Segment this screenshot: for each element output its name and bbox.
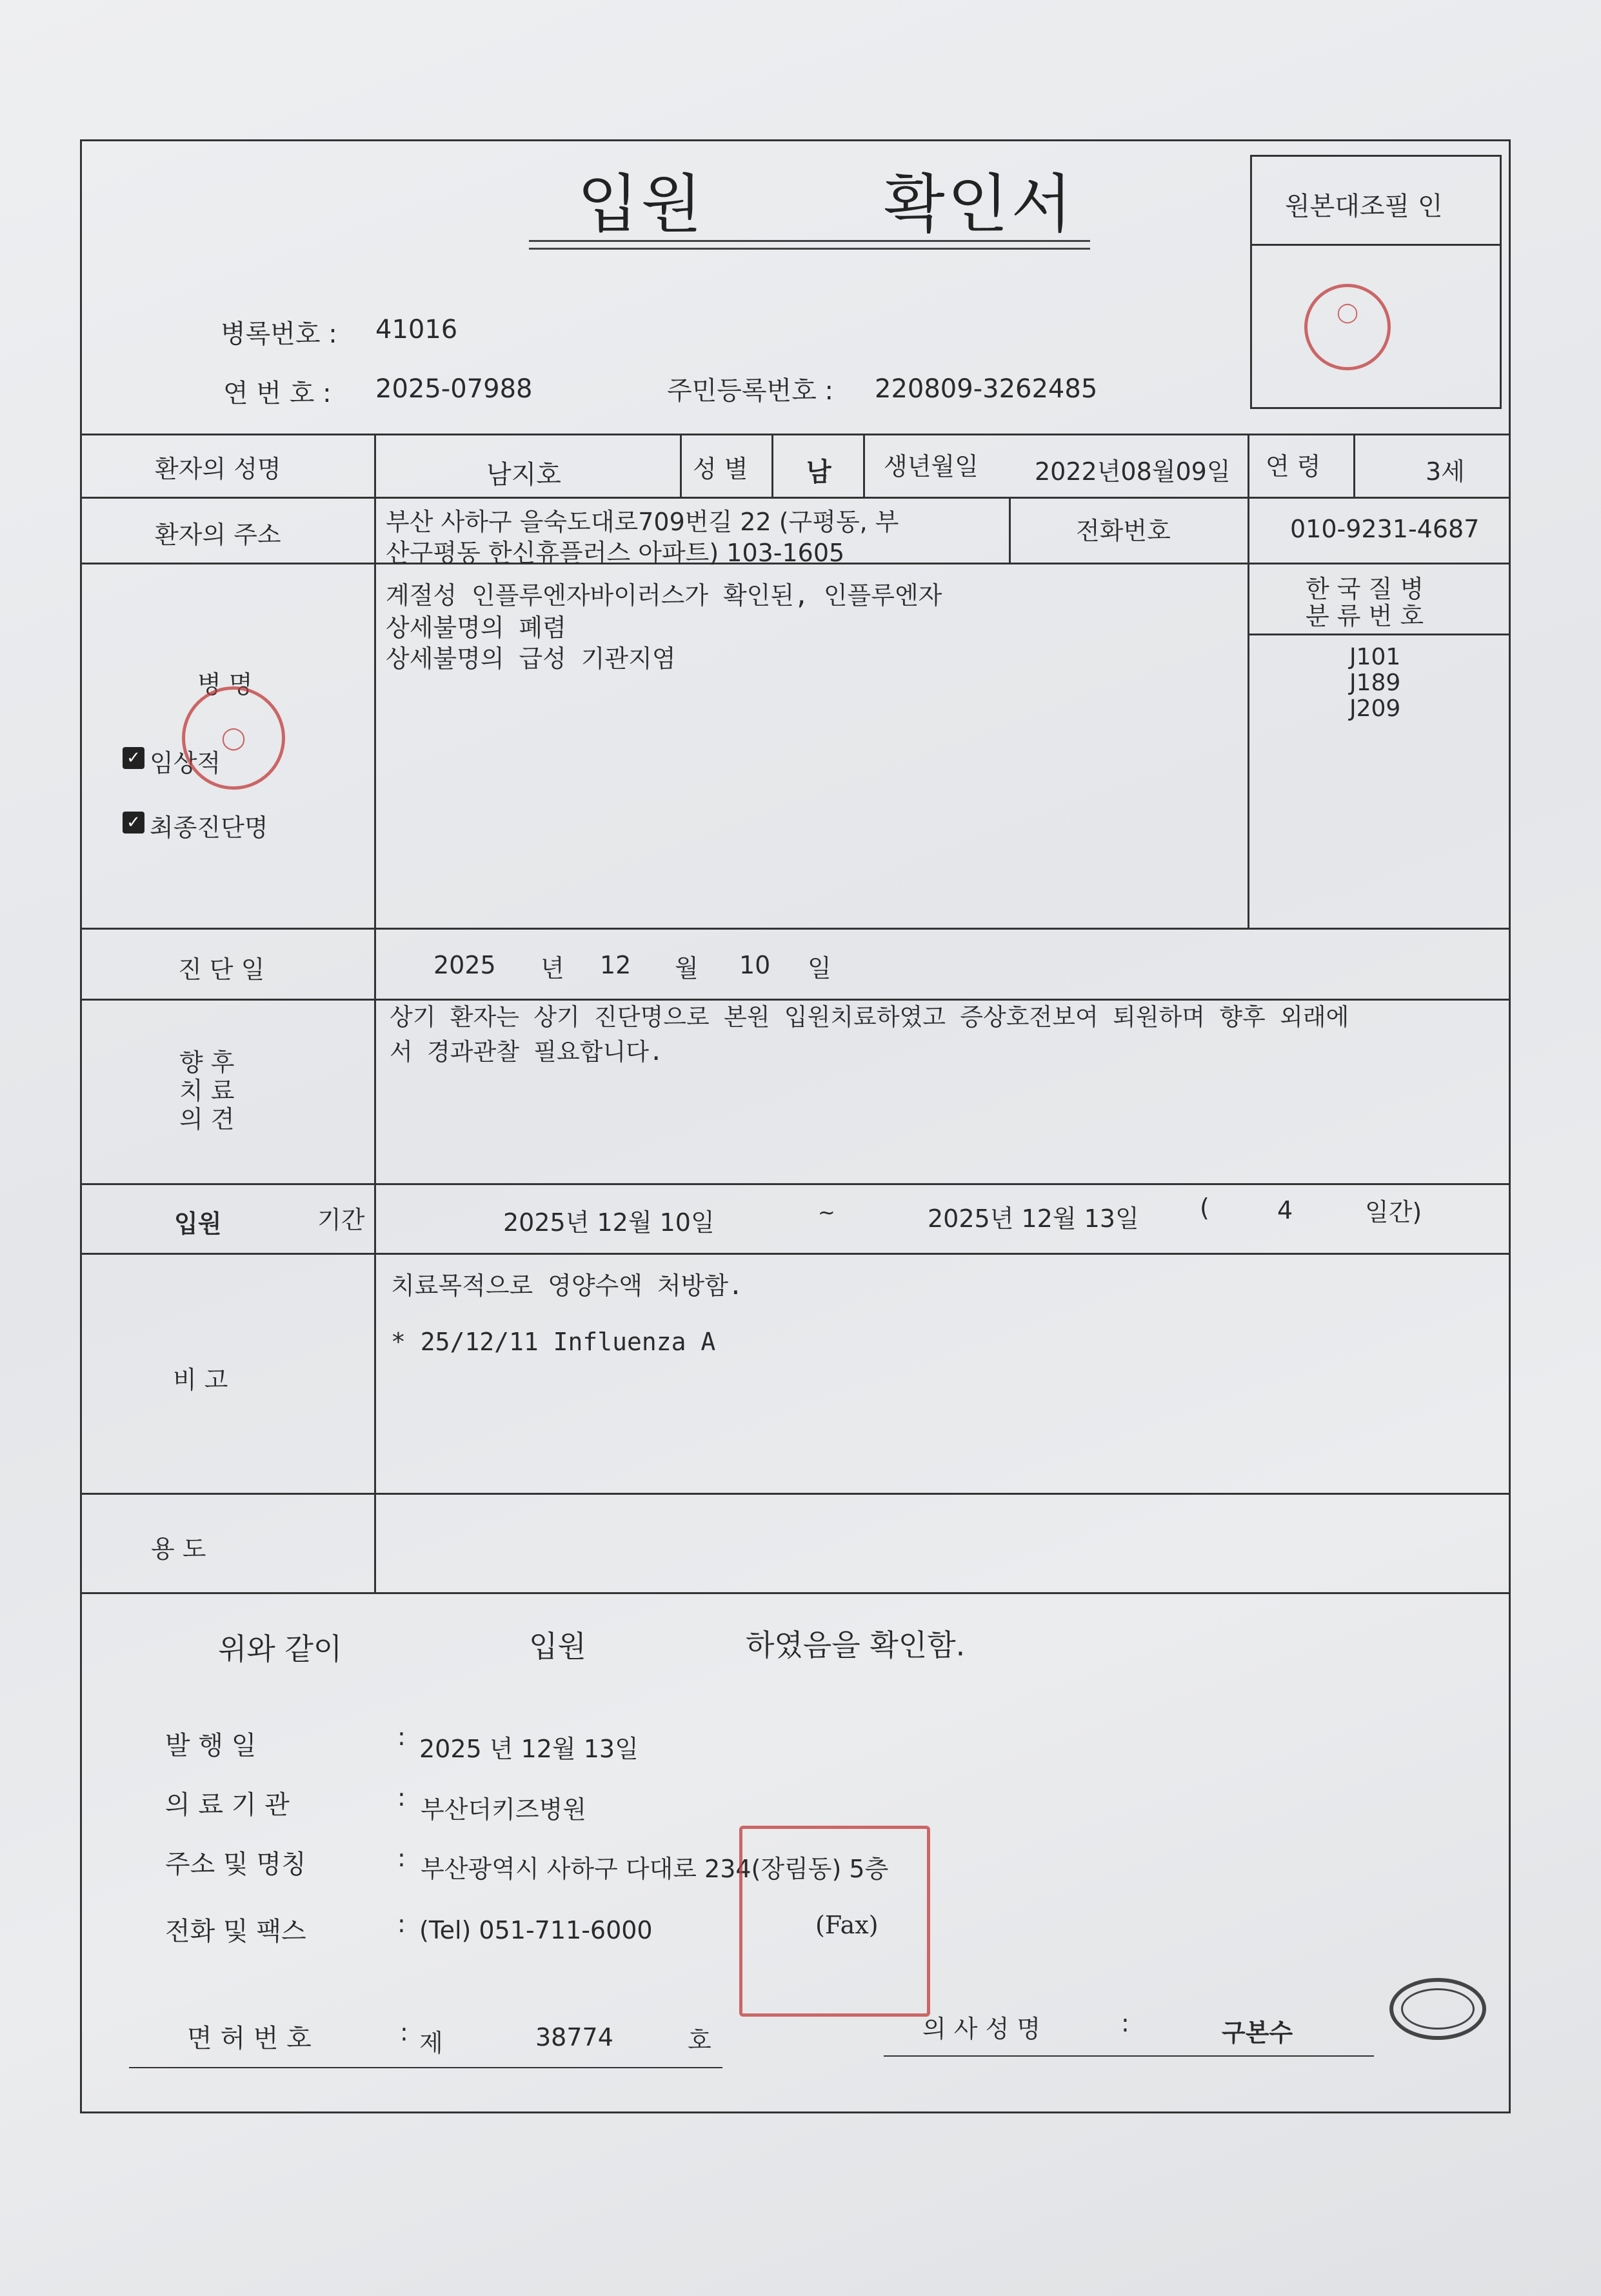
license-prefix: 제 — [419, 2029, 443, 2057]
colon-3: : — [397, 1844, 406, 1872]
title-part1: 입원 — [577, 168, 705, 241]
colon-4: : — [397, 1910, 406, 1938]
confirm-part1: 위와 같이 — [218, 1632, 343, 1666]
period-days: 4 — [1277, 1196, 1293, 1224]
diagnosis-day: 10 — [739, 951, 771, 979]
remarks-line-1: 치료목적으로 영양수액 처방함. — [391, 1272, 743, 1300]
diagnosis-month-unit: 월 — [675, 954, 699, 983]
diagnosis-month: 12 — [600, 951, 631, 979]
title-underline — [529, 240, 1090, 242]
confirm-part2: 입원 — [529, 1629, 586, 1664]
diagnosis-year-unit: 년 — [541, 954, 564, 983]
license-no: 38774 — [535, 2023, 613, 2051]
col-line-phone-label — [1009, 497, 1011, 563]
serial-no: 2025-07988 — [375, 374, 533, 404]
hospital-seal — [739, 1826, 930, 2017]
code-2: J189 — [1349, 670, 1401, 696]
phone: 010-9231-4687 — [1290, 515, 1480, 543]
col-line-birth-label — [863, 434, 865, 497]
colon-2: : — [397, 1783, 406, 1812]
period-paren-open: ( — [1200, 1193, 1209, 1222]
diagnosis-line-1: 계절성 인플루엔자바이러스가 확인된, 인플루엔자 — [386, 581, 942, 610]
fax: (Fax) — [815, 1911, 879, 1939]
stamp-box-label: 원본대조필 인 — [1285, 192, 1443, 221]
checkbox-final[interactable]: ✓ — [123, 812, 144, 834]
code-3: J209 — [1349, 695, 1401, 722]
title-underline-2 — [529, 248, 1090, 250]
doctor-colon: : — [1121, 2009, 1129, 2037]
remarks-label: 비 고 — [173, 1366, 228, 1394]
confirm-part3: 하였음을 확인함. — [746, 1628, 966, 1662]
chart-no: 41016 — [375, 315, 458, 344]
diagnosis-line-3: 상세불명의 급성 기관지염 — [386, 644, 676, 673]
diagnosis-date-label: 진 단 일 — [178, 955, 265, 984]
document-frame — [80, 139, 1511, 2113]
colon-1: : — [397, 1722, 406, 1751]
row-line-1 — [80, 434, 1511, 435]
code-header-line — [1248, 634, 1511, 635]
diagnosis-year: 2025 — [433, 951, 496, 979]
issue-date: 2025 년 12월 13일 — [419, 1735, 639, 1763]
period-label-a: 입원 — [174, 1210, 222, 1238]
tel: (Tel) 051-711-6000 — [419, 1916, 653, 1944]
institution: 부산더키즈병원 — [421, 1795, 586, 1824]
code-header-line1: 한 국 질 병 — [1306, 575, 1424, 603]
opinion-line-2: 서 경과관찰 필요합니다. — [390, 1038, 664, 1066]
institution-address: 부산광역시 사하구 다대로 234(장림동) 5층 — [421, 1855, 889, 1883]
sex: 남 — [806, 457, 831, 487]
rrn-label: 주민등록번호 : — [667, 376, 834, 406]
code-1: J101 — [1349, 644, 1401, 670]
col-line-sex — [771, 434, 773, 497]
patient-name-label: 환자의 성명 — [155, 455, 281, 483]
checkbox-clinical-label: 임상적 — [150, 749, 221, 777]
rrn: 220809-3262485 — [875, 374, 1098, 404]
opinion-line-1: 상기 환자는 상기 진단명으로 본원 입원치료하였고 증상호전보여 퇴원하며 향후 외래에 — [390, 1003, 1349, 1031]
row-line-9 — [80, 1592, 1511, 1594]
stamp-box-divider — [1250, 244, 1500, 246]
period-days-unit: 일간) — [1365, 1198, 1422, 1226]
usage-label: 용 도 — [151, 1535, 206, 1563]
phone-label: 전화번호 — [1076, 517, 1171, 545]
period-start: 2025년 12월 10일 — [503, 1208, 715, 1237]
remarks-line-2: * 25/12/11 Influenza A — [391, 1328, 716, 1356]
birth-label: 생년월일 — [884, 452, 979, 481]
col-line-age — [1353, 434, 1355, 497]
code-header-line2: 분 류 번 호 — [1306, 602, 1424, 630]
row-line-7 — [80, 1253, 1511, 1255]
seal-stamp-diagnosis: ◯ — [182, 686, 285, 790]
colon-5: : — [400, 2018, 408, 2046]
label-col-line — [374, 434, 376, 1592]
issue-date-label: 발 행 일 — [165, 1731, 257, 1761]
doctor-label: 의 사 성 명 — [922, 2015, 1041, 2043]
address-line1: 부산 사하구 을숙도대로709번길 22 (구평동, 부 — [386, 508, 899, 536]
serial-label: 연 번 호 : — [223, 379, 332, 408]
address-line2: 산구평동 한신휴플러스 아파트) 103-1605 — [386, 539, 845, 567]
row-line-4 — [80, 928, 1511, 930]
opinion-label-1: 향 후 — [179, 1048, 235, 1077]
age: 3세 — [1426, 457, 1465, 486]
row-line-8 — [80, 1493, 1511, 1495]
license-underline — [129, 2067, 722, 2068]
diagnosis-label: 병 명 — [197, 670, 253, 699]
period-tilde: ~ — [818, 1200, 835, 1224]
row-line-2 — [80, 497, 1511, 499]
license-label: 면 허 번 호 — [187, 2024, 312, 2053]
address-label: 환자의 주소 — [155, 521, 281, 549]
doctor-underline — [884, 2055, 1374, 2057]
row-line-6 — [80, 1183, 1511, 1185]
doctor-name: 구본수 — [1222, 2019, 1293, 2047]
chart-no-label: 병록번호 : — [221, 319, 337, 349]
col-line-right — [1248, 434, 1249, 928]
tel-fax-label: 전화 및 팩스 — [165, 1917, 306, 1946]
checkbox-clinical[interactable]: ✓ — [123, 747, 144, 769]
birth: 2022년08월09일 — [1035, 457, 1231, 486]
period-label-b: 기간 — [317, 1206, 365, 1234]
period-end: 2025년 12월 13일 — [928, 1204, 1139, 1233]
age-label: 연 령 — [1266, 452, 1321, 481]
col-line-sex-label — [680, 434, 682, 497]
opinion-label-3: 의 견 — [179, 1105, 235, 1133]
diagnosis-line-2: 상세불명의 폐렴 — [386, 614, 566, 642]
doctor-seal-inner — [1401, 1988, 1475, 2030]
address-name-label: 주소 및 명칭 — [165, 1850, 306, 1879]
patient-name: 남지호 — [486, 460, 561, 490]
institution-label: 의 료 기 관 — [165, 1790, 290, 1820]
license-suffix: 호 — [688, 2026, 711, 2055]
diagnosis-day-unit: 일 — [808, 954, 831, 983]
seal-stamp-small: ◯ — [1304, 284, 1391, 370]
checkbox-final-label: 최종진단명 — [150, 814, 268, 842]
sex-label: 성 별 — [693, 455, 748, 483]
title-part2: 확인서 — [884, 168, 1075, 241]
opinion-label-2: 치 료 — [179, 1077, 235, 1105]
